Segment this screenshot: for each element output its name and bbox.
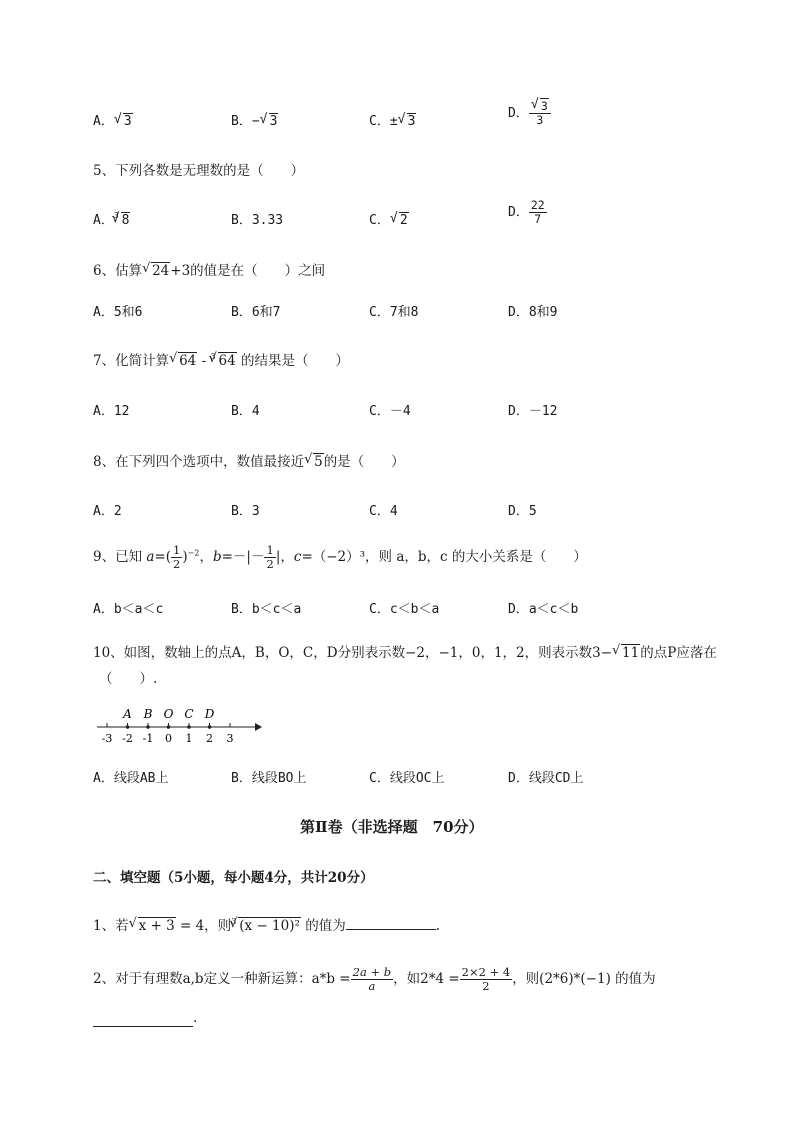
number-line-point-label: O xyxy=(163,707,174,721)
q9-option-b: B．b＜c＜a xyxy=(231,602,302,617)
number-line-point xyxy=(208,725,212,729)
fill-q2-answer-line: . xyxy=(93,1010,197,1027)
number-line-tick-label: -3 xyxy=(101,732,113,745)
q4-option-c: C．±√ 3 xyxy=(369,110,416,129)
q5-option-c: C．√ 2 xyxy=(369,209,409,228)
q8-option-c: C．4 xyxy=(369,504,398,519)
q5-option-d: D． $\frac{22}{7}$ xyxy=(508,198,545,226)
q9-option-d: D．a＜c＜b xyxy=(508,602,579,617)
number-line-tick-label: 0 xyxy=(165,732,172,745)
number-line-point-label: A xyxy=(123,707,132,721)
q10-stem-line1: 10、如图，数轴上的点A，B，O，C，D分别表示数−2，−1，0，1，2，则表示数3−√ 11的点P应落在 xyxy=(93,641,717,661)
q7-option-b: B．4 xyxy=(231,404,260,419)
fill-q2: 2、对于有理数a,b定义一种新运算：a*b = $\frac{2a + b}{a}$ ，如2*4 = $\frac{2\times 2 + 4}{2}$ ，则(2*6)*(−1) 的值为 xyxy=(93,965,656,993)
q4-option-d: D． √ $\frac{3}{3}$ xyxy=(508,100,551,127)
q6-option-a: A．5和6 xyxy=(93,305,143,320)
number-line-point xyxy=(146,725,150,729)
q9-stem: 9、已知 a=( $\frac{1}{2}$ )$^{-2}$，b=－|－ $\frac{1}{2}$ |，c=（−2）³，则 a，b，c 的大小关系是（ ） xyxy=(93,543,587,571)
number-line-tick-label: 2 xyxy=(206,732,213,745)
q6-stem: 6、估算√ 24+3的值是在（ ）之间 xyxy=(93,259,325,279)
fill-q1-blank[interactable] xyxy=(346,929,436,930)
q10-option-d: D．线段CD上 xyxy=(508,771,584,786)
q7-stem: 7、化简计算√ 64 - $^3$√ 64 的结果是（ ） xyxy=(93,349,349,369)
q5-stem: 5、下列各数是无理数的是（ ） xyxy=(93,163,305,179)
q6-option-d: D．8和9 xyxy=(508,305,558,320)
number-line-tick-label: -1 xyxy=(142,732,154,745)
q7-option-d: D．－12 xyxy=(508,404,558,419)
q5-option-a: A．$^3$√ 8 xyxy=(93,209,130,228)
q9-option-a: A．b＜a＜c xyxy=(93,602,164,617)
q10-stem-line2: （ ）. xyxy=(99,671,158,687)
number-line-point-label: D xyxy=(204,707,215,721)
q10-option-c: C．线段OC上 xyxy=(369,771,445,786)
number-line-point-label: B xyxy=(143,707,153,721)
q5-option-b: B．3.33 xyxy=(231,213,284,228)
q8-option-d: D．5 xyxy=(508,504,537,519)
number-line-tick-label: 3 xyxy=(226,732,234,745)
q4-option-b: B．−√ 3 xyxy=(231,110,278,129)
q7-option-a: A．12 xyxy=(93,404,130,419)
q4-option-a: A．√ 3 xyxy=(93,110,133,129)
section2-title: 第Ⅱ卷（非选择题 70分） xyxy=(300,818,484,836)
q6-option-b: B．6和7 xyxy=(231,305,281,320)
q10-option-a: A．线段AB上 xyxy=(93,771,169,786)
fill-section-header: 二、填空题（5小题，每小题4分，共计20分） xyxy=(93,870,374,886)
number-line-point xyxy=(167,725,171,729)
q10-option-b: B．线段BO上 xyxy=(231,771,307,786)
fill-q2-blank[interactable] xyxy=(93,1010,193,1027)
number-line-point-label: C xyxy=(184,707,194,721)
q8-option-a: A．2 xyxy=(93,504,122,519)
number-line-figure xyxy=(95,702,265,746)
number-line-arrow xyxy=(255,723,262,731)
q8-stem: 8、在下列四个选项中，数值最接近√ 5的是（ ） xyxy=(93,450,405,470)
q7-option-c: C．－4 xyxy=(369,404,411,419)
q6-option-c: C．7和8 xyxy=(369,305,419,320)
number-line-tick-label: -2 xyxy=(122,732,133,745)
q9-option-c: C．c＜b＜a xyxy=(369,602,440,617)
number-line-point xyxy=(126,725,130,729)
number-line-point xyxy=(187,725,191,729)
fill-q1: 1、若√ x + 3 = 4，则$^3$√ (x − 10)² 的值为 . xyxy=(93,914,440,934)
number-line-tick-label: 1 xyxy=(185,732,193,745)
q8-option-b: B．3 xyxy=(231,504,260,519)
